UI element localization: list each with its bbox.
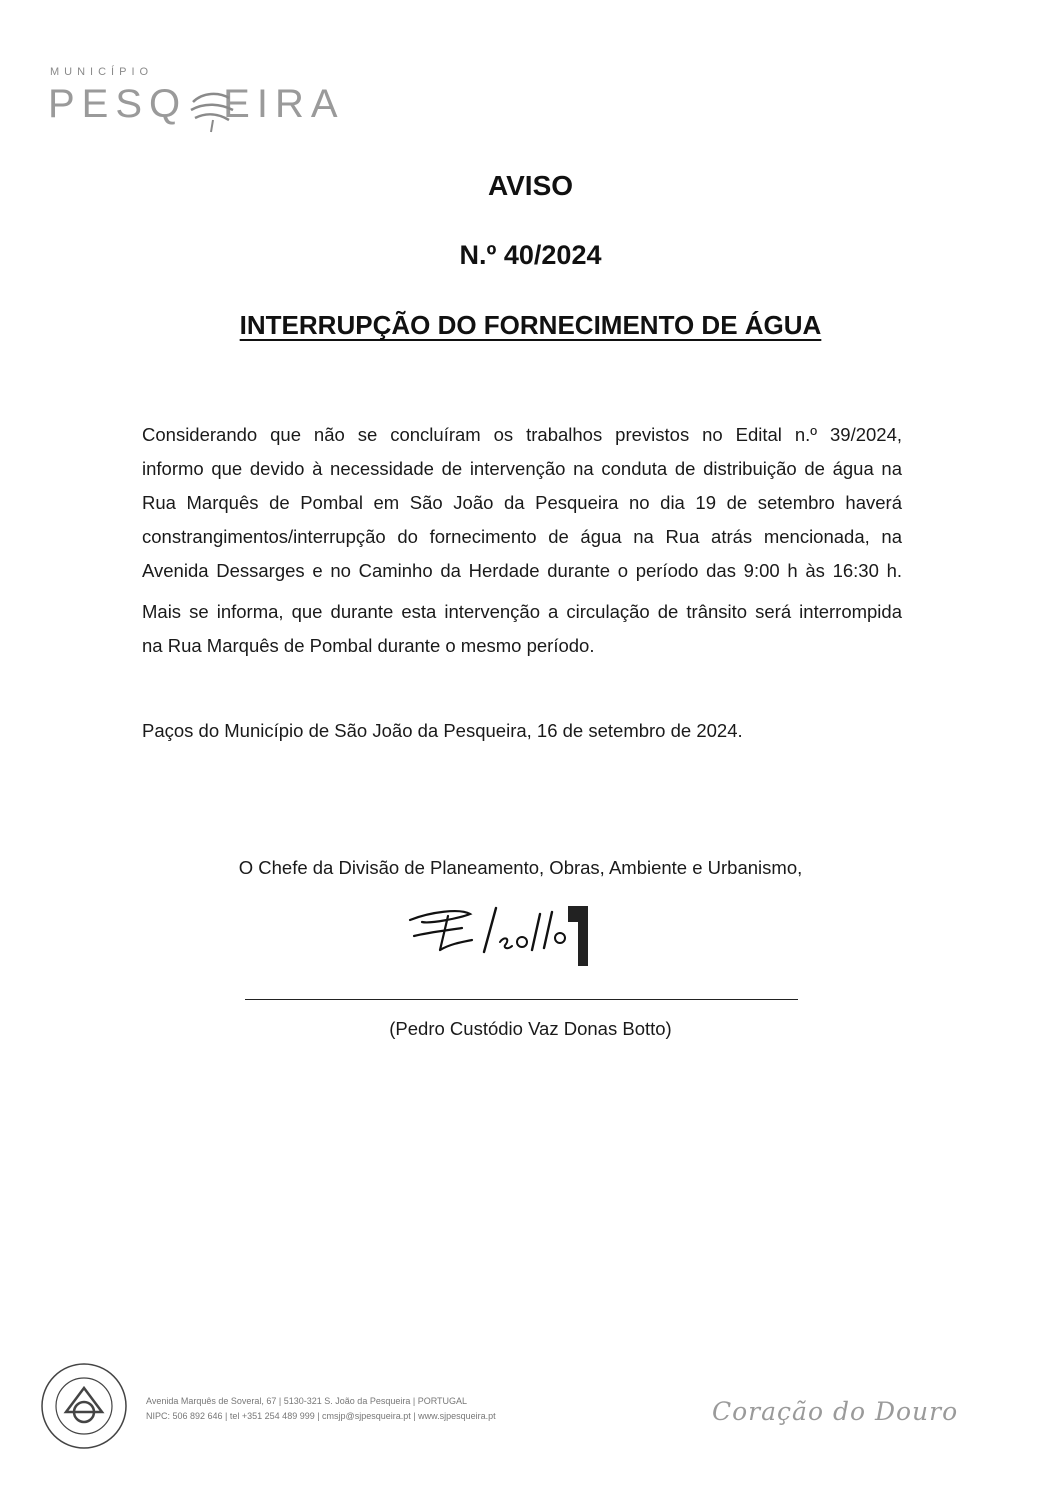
notice-title: AVISO	[487, 170, 574, 201]
signatory-role-text: O Chefe da Divisão de Planeamento, Obras, Ambiente e Urbanismo,	[238, 857, 803, 878]
signatory-role	[0, 857, 1061, 879]
logo-name-left: PESQ	[48, 82, 188, 126]
footer-contacts: NIPC: 506 892 646 | tel +351 254 489 999 | cmsjp@sjpesqueira.pt | www.sjpesqueira.pt	[146, 1411, 496, 1421]
paragraph-1-line: informo que devido à necessidade de intervenção na conduta de distribuição de água na	[142, 458, 902, 479]
municipality-logo	[48, 66, 348, 136]
brand-logo	[712, 1393, 962, 1441]
notice-subject	[0, 310, 1061, 341]
paragraph-1-line: Considerando que não se concluíram os trabalhos previstos no Edital n.º 39/2024,	[142, 424, 902, 445]
signatory-name: (Pedro Custódio Vaz Donas Botto)	[389, 1018, 672, 1039]
paragraph-2-line: na Rua Marquês de Pombal durante o mesmo período.	[142, 635, 595, 656]
paragraph-1-line: Avenida Dessarges e no Caminho da Herdade durante o período das 9:00 h às 16:30 h.	[142, 560, 902, 581]
footer-contact	[146, 1394, 496, 1424]
logo-name-right: EIRA	[223, 82, 345, 126]
logo-top-text: MUNICÍPIO	[50, 66, 154, 78]
footer-address: Avenida Marquês de Soveral, 67 | 5130-321 S. João da Pesqueira | PORTUGAL	[146, 1396, 468, 1406]
paragraph-2-line: Mais se informa, que durante esta intervenção a circulação de trânsito será interrompida	[142, 601, 902, 622]
date-line: Paços do Município de São João da Pesqueira, 16 de setembro de 2024.	[142, 720, 743, 741]
paragraph-1-line: Rua Marquês de Pombal em São João da Pesqueira no dia 19 de setembro haverá	[142, 492, 902, 513]
logo-wave-icon	[183, 78, 243, 134]
paragraph-1	[142, 418, 902, 588]
notice-subject-text: INTERRUPÇÃO DO FORNECIMENTO DE ÁGUA	[239, 310, 822, 340]
handwritten-signature	[400, 892, 600, 972]
brand-logo-text: Coração do Douro	[712, 1397, 959, 1426]
paragraph-2	[142, 595, 902, 663]
paragraph-1-line: constrangimentos/interrupção do fornecimento de água na Rua atrás mencionada, na	[142, 526, 902, 547]
world-heritage-seal-icon	[40, 1362, 128, 1450]
signature-line	[245, 999, 798, 1000]
notice-number: N.º 40/2024	[459, 240, 602, 270]
